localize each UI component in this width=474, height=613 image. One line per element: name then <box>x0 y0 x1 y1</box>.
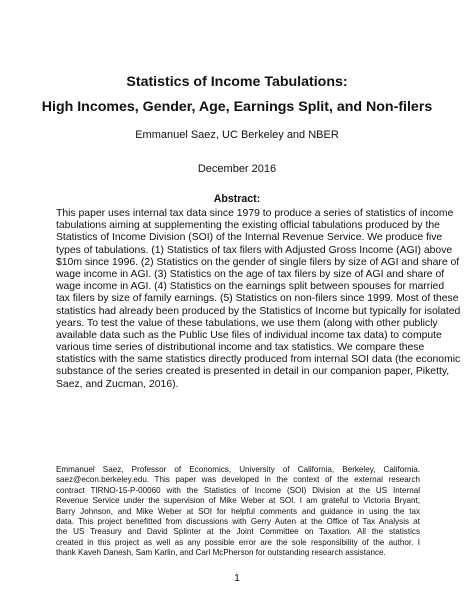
abstract-line: Statistics of Income Division (SOI) of the Internal Revenue Service. We produce five <box>56 232 443 244</box>
footnote-line: contract TIRNO-15-P-00060 with the Statistics of Income (SOI) Division at the US Internal <box>56 485 420 495</box>
abstract-line: tax filers by size of family earnings. (5) Statistics on non-filers since 1999. Most of these <box>56 293 459 305</box>
footnote-line: Revenue Service under the supervision of Mike Weber at SOI. I am grateful to Victoria Bryant, <box>56 496 420 506</box>
footnote-line: data. This project benefitted from discussions with Gerry Auten at the Office of Tax Analysis at <box>56 516 420 526</box>
abstract-line: statistics had already been produced by the Statistics of Income but typically for isolated <box>56 305 461 317</box>
footnote-line: Barry Johnson, and Mike Weber at SOI for helpful comments and guidance in using the tax <box>56 506 420 516</box>
footnote-line: thank Kaveh Danesh, Sam Karlin, and Carl McPherson for outstanding research assistance. <box>56 548 386 558</box>
footnote-line: created in this project as well as any possible error are the sole responsibility of the author. I <box>56 537 420 547</box>
abstract-body <box>56 208 461 391</box>
abstract-line: available data such as the Public Use files of individual income tax data) to compute <box>56 329 442 341</box>
abstract-line: years. To test the value of these tabulations, we use them (along with other publicly <box>56 317 438 329</box>
abstract-line: types of tabulations. (1) Statistics of tax filers with Adjusted Gross Income (AGI) above <box>56 244 453 256</box>
paper-title <box>0 70 474 120</box>
abstract-line: wage income in AGI. (4) Statistics on the earnings split between spouses for married <box>56 281 445 293</box>
abstract-line: various time series of distributional income and tax statistics. We compare these <box>56 342 425 354</box>
abstract-line: wage income in AGI. (3) Statistics on the age of tax filers by size of AGI and share of <box>56 268 445 280</box>
abstract-line: statistics with the same statistics directly produced from internal SOI data (the economic <box>56 354 461 366</box>
footnote-line: Emmanuel Saez, Professor of Economics, University of California, Berkeley, California. <box>56 465 420 474</box>
title-line-2: High Incomes, Gender, Age, Earnings Split, and Non-filers <box>41 99 433 115</box>
abstract-line: $10m since 1996. (2) Statistics on the gender of single filers by size of AGI and share of <box>56 256 460 268</box>
abstract-line: tabulations aiming at supplementing the existing official tabulations produced by the <box>56 220 440 232</box>
abstract-line: substance of the series created is presented in detail in our companion paper, Piketty, <box>56 366 450 378</box>
page-number: 1 <box>234 573 240 584</box>
footnote-line: the US Treasury and David Splinter at the Joint Committee on Taxation. All the statistics <box>56 527 420 537</box>
abstract-heading: Abstract: <box>213 193 261 205</box>
title-line-1: Statistics of Income Tabulations: <box>126 74 348 90</box>
author-line: Emmanuel Saez, UC Berkeley and NBER <box>135 129 339 141</box>
publication-date: December 2016 <box>197 163 277 175</box>
abstract-line: This paper uses internal tax data since 1979 to produce a series of statistics of income <box>56 208 454 219</box>
author-footnote <box>56 465 420 559</box>
abstract-line: Saez, and Zucman, 2016). <box>56 378 179 390</box>
footnote-line: saez@econ.berkeley.edu. This paper was developed in the context of the external research <box>56 475 420 485</box>
